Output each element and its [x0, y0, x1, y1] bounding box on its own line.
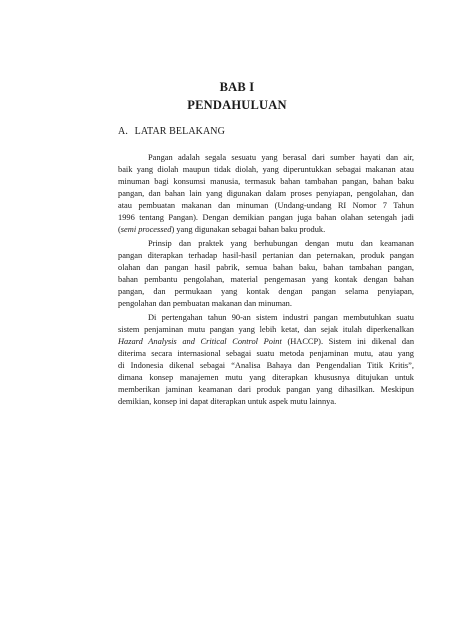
chapter-number: BAB I: [219, 80, 255, 94]
paragraph-line: olahan dan pangan hasil pabrik, semua bahan baku, bahan tambahan pangan,: [118, 263, 414, 272]
open-paren: (: [118, 225, 121, 234]
paragraph-1: [118, 152, 414, 236]
paragraph-line: dimana konsep manajemen mutu yang diterapkan khususnya ditujukan untuk: [118, 373, 414, 382]
paragraph-line: memberikan jaminan keamanan dari produk pangan yang dihasilkan. Meskipun: [118, 385, 414, 394]
paragraph-line: Di pertengahan tahun 90-an sistem industri pangan membutuhkan suatu: [148, 313, 414, 322]
section-heading: [118, 126, 225, 137]
paragraph-2: [118, 238, 414, 310]
paragraph-line: 1996 tentang Pangan). Dengan demikian pangan juga bahan olahan setengah jadi: [118, 213, 414, 222]
section-heading-text: LATAR BELAKANG: [134, 126, 225, 137]
italic-term: semi processed: [120, 225, 172, 234]
line-rest: (HACCP). Sistem ini dikenal dan: [281, 337, 414, 346]
paragraph-line: di Indonesia dikenal sebagai “Analisa Bahaya dan Pengendalian Titik Kritis”,: [118, 361, 414, 370]
paragraph-line: sistem penjaminan mutu pangan yang lebih ketat, dan sejak itulah diperkenalkan: [118, 325, 414, 334]
paragraph-line: atau pembuatan makanan dan minuman (Undang-undang RI Nomor 7 Tahun: [118, 201, 414, 210]
section-letter: A.: [118, 126, 128, 137]
chapter-title: PENDAHULUAN: [187, 98, 287, 112]
paragraph-line: pangan, dan bahan lain yang digunakan dalam proses penyiapan, pengolahan, dan: [118, 189, 414, 198]
paragraph-3: [118, 312, 414, 408]
line-rest: ) yang digunakan sebagai bahan baku produk.: [171, 225, 326, 234]
paragraph-line: pangan diterapkan terhadap hasil-hasil pertanian dan peternakan, produk pangan: [118, 251, 414, 260]
paragraph-line: baik yang diolah maupun tidak diolah, yang diperuntukkan sebagai makanan atau: [118, 165, 414, 174]
paragraph-line: Prinsip dan praktek yang berhubungan dengan mutu dan keamanan: [148, 239, 414, 248]
paragraph-line: Pangan adalah segala sesuatu yang berasal dari sumber hayati dan air,: [148, 153, 414, 162]
paragraph-line: [118, 224, 414, 236]
paragraph-line: bahan pembantu pengolahan, material pengemasan yang kontak dengan bahan: [118, 275, 414, 284]
paragraph-line: pangan, dan permukaan yang kontak dengan pangan selama penyiapan,: [118, 287, 414, 296]
paragraph-line: minuman bagi konsumsi manusia, termasuk bahan tambahan pangan, bahan baku: [118, 177, 414, 186]
italic-term: Hazard Analysis and Critical Control Point: [118, 337, 282, 346]
paragraph-line: pengolahan dan pembuatan makanan dan minuman.: [118, 299, 292, 308]
paragraph-line: [118, 336, 414, 348]
paragraph-line: demikian, konsep ini dapat diterapkan untuk aspek mutu lainnya.: [118, 397, 337, 406]
paragraph-line: diterima secara internasional sebagai suatu metoda penjaminan mutu, atau yang: [118, 349, 414, 358]
